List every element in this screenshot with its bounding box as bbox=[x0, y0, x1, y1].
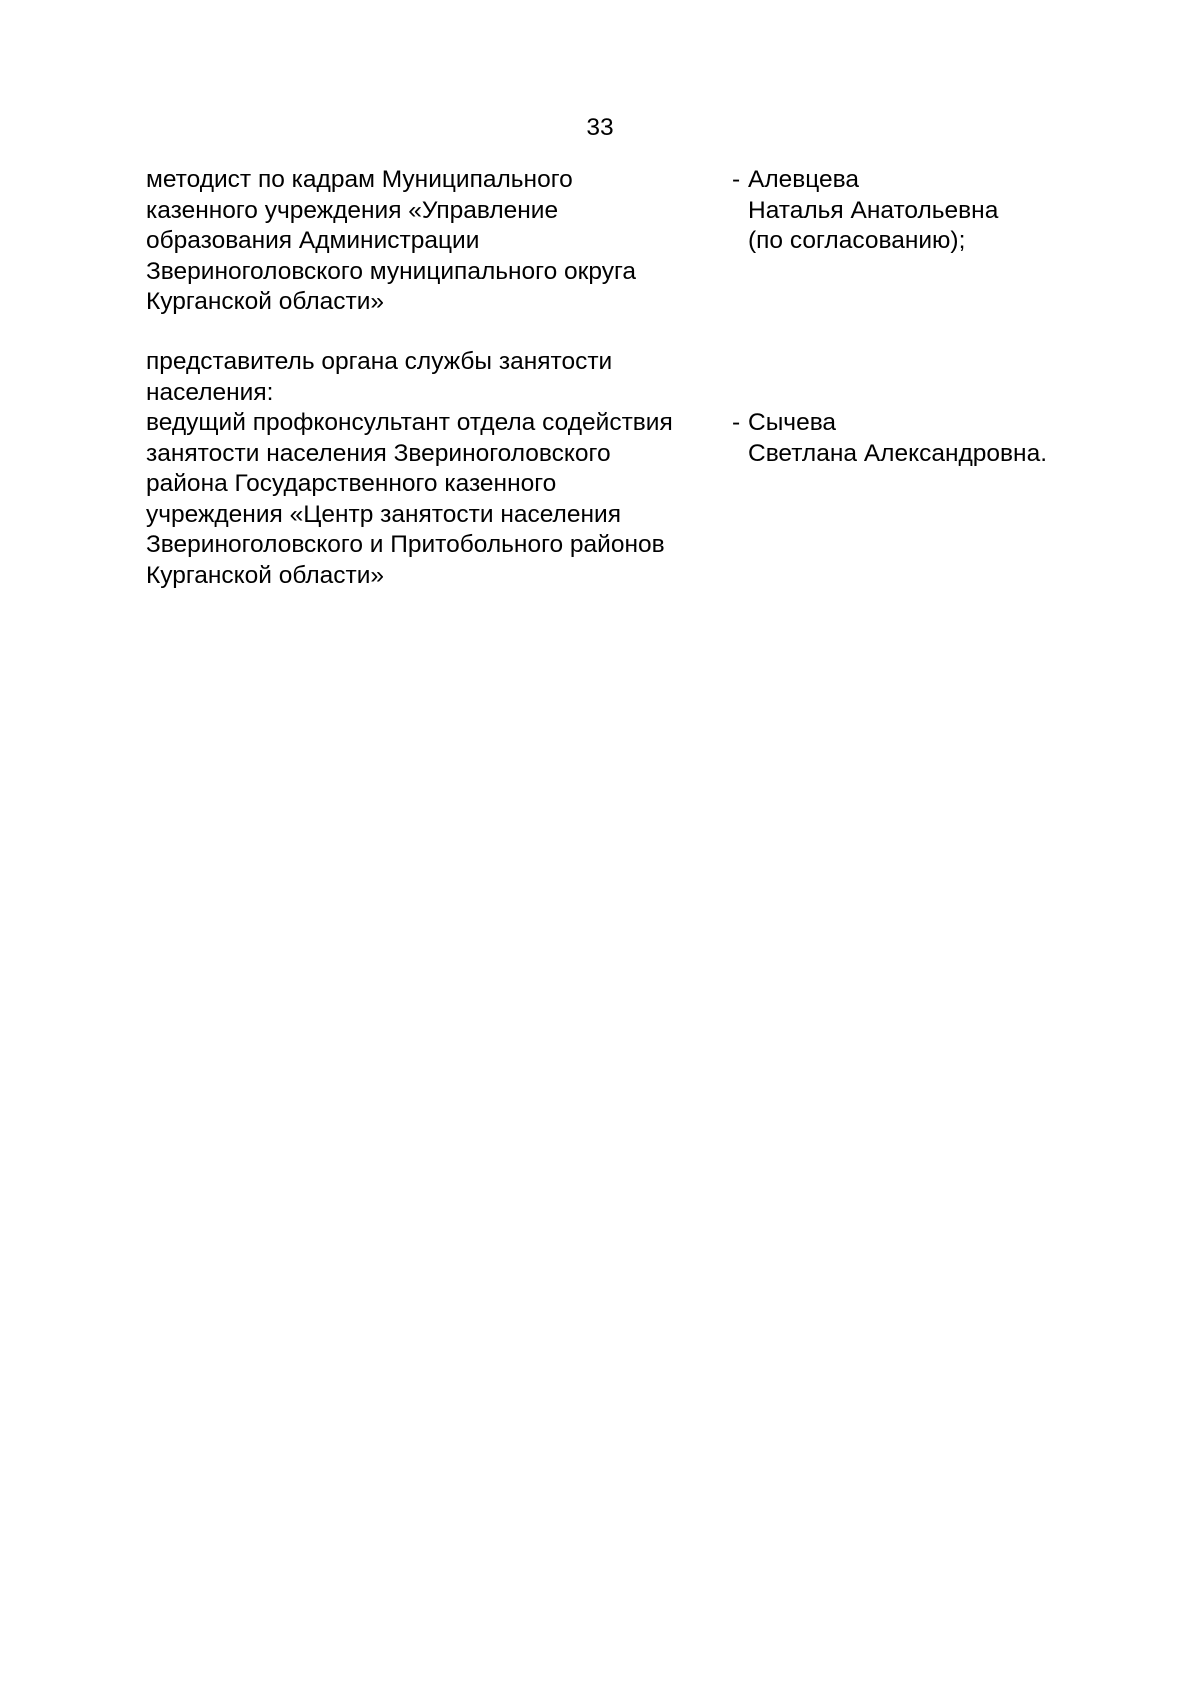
member-position bbox=[146, 165, 732, 318]
member-position bbox=[146, 408, 732, 591]
dash-separator: - bbox=[732, 166, 741, 193]
position-line: Курганской области» bbox=[146, 561, 385, 589]
heading-line: представитель органа службы занятости bbox=[146, 348, 613, 375]
position-line: ведущий профконсультант отдела содействия bbox=[146, 409, 673, 436]
heading-line: населения: bbox=[146, 378, 274, 406]
member-entry-1 bbox=[146, 165, 1076, 318]
position-line: занятости населения Звериноголовского bbox=[146, 439, 611, 467]
position-line: Звериноголовского муниципального округа bbox=[146, 257, 636, 285]
member-name bbox=[732, 165, 1076, 318]
name-line: (по согласованию); bbox=[748, 227, 966, 254]
position-line: учреждения «Центр занятости населения bbox=[146, 500, 621, 528]
member-row bbox=[146, 165, 1076, 318]
position-line: Звериноголовского и Притобольного районов bbox=[146, 531, 665, 558]
page-number: 33 bbox=[586, 114, 614, 141]
position-line: района Государственного казенного bbox=[146, 470, 557, 497]
position-line: образования Администрации bbox=[146, 227, 480, 254]
surname: Сычева bbox=[748, 409, 837, 436]
position-line: Курганской области» bbox=[146, 288, 385, 315]
member-entry-2 bbox=[146, 347, 1076, 591]
surname: Алевцева bbox=[748, 166, 860, 193]
dash-separator: - bbox=[732, 409, 741, 436]
member-name bbox=[732, 408, 1076, 591]
position-line: методист по кадрам Муниципального bbox=[146, 166, 573, 193]
member-row bbox=[146, 408, 1076, 591]
section-heading bbox=[146, 347, 1076, 408]
name-first-line bbox=[732, 165, 1076, 196]
name-line: Наталья Анатольевна bbox=[748, 196, 999, 224]
position-line: казенного учреждения «Управление bbox=[146, 196, 559, 224]
name-line: Светлана Александровна. bbox=[748, 439, 1048, 467]
name-first-line bbox=[732, 408, 1076, 439]
